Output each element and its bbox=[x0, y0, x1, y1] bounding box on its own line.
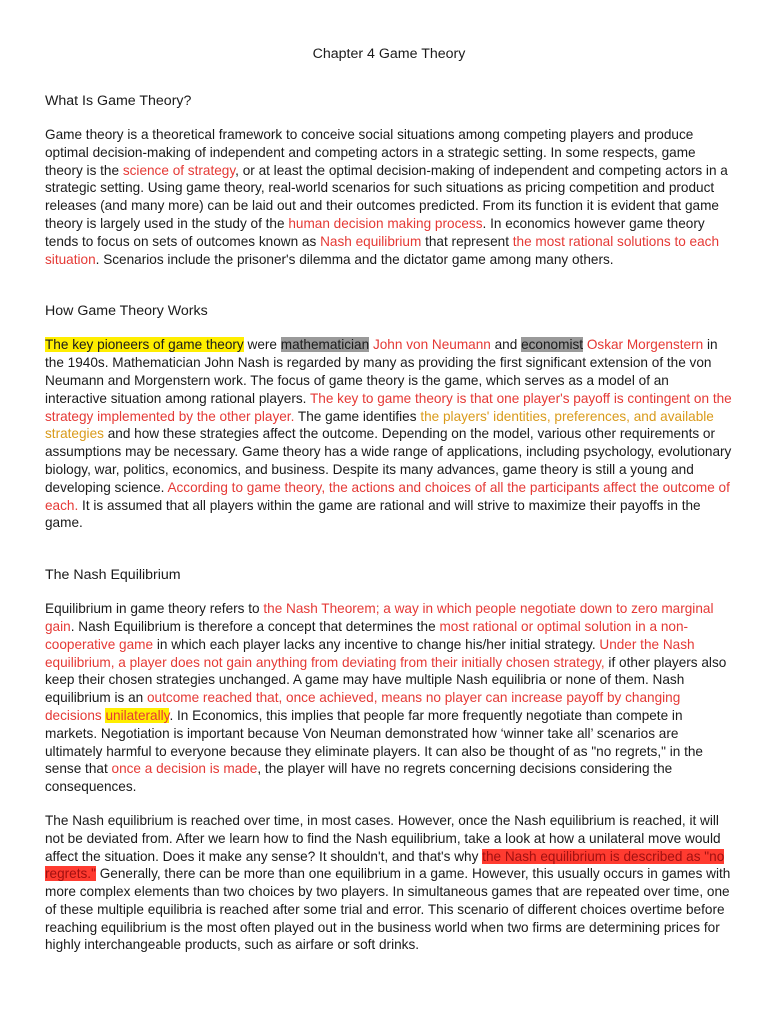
text-run: , the player will have no regrets concerning decisions considering the consequences. bbox=[45, 761, 673, 795]
document-title: Chapter 4 Game Theory bbox=[312, 46, 466, 62]
emphasized-text: once a decision is made bbox=[111, 761, 258, 777]
paragraph-gap bbox=[45, 796, 733, 812]
paragraph bbox=[45, 336, 733, 532]
emphasized-text: The key pioneers of game theory bbox=[45, 337, 244, 353]
text-run: . Scenarios include the prisoner's dilemma and the dictator game among many others. bbox=[95, 251, 614, 267]
paragraph bbox=[45, 812, 733, 954]
text-run: , or at least the optimal decision-making of independent and competing actors in a strategic setting. Using game theory, real-world scenarios for such situations as pricing competition and product releases (and many more) can be laid out and their outcomes predicted. From its function it is evident that game theory is largely used in the study of the bbox=[45, 162, 728, 231]
emphasized-text: Nash equilibrium bbox=[320, 233, 422, 249]
text-run: . In economics however game theory tends to focus on sets of outcomes known as bbox=[45, 215, 705, 249]
paragraph bbox=[45, 126, 733, 268]
text-run: Equilibrium in game theory refers to bbox=[45, 601, 264, 617]
emphasized-text: the Nash Theorem; a way in which people negotiate down to zero marginal gain bbox=[45, 601, 714, 634]
emphasized-text: Under the Nash equilibrium, a player does not gain anything from deviating from their initially chosen strategy, bbox=[45, 636, 695, 670]
section-heading: The Nash Equilibrium bbox=[45, 567, 181, 584]
emphasized-text: outcome reached that, once achieved, means no player can increase payoff by changing decisions bbox=[45, 690, 681, 723]
text-run: were bbox=[243, 337, 281, 353]
emphasized-text: the players' identities, preferences, and available strategies bbox=[45, 408, 714, 442]
text-run: and bbox=[490, 337, 522, 353]
section-heading: What Is Game Theory? bbox=[45, 93, 192, 109]
emphasized-text: The key to game theory is that one player's payoff is contingent on the strategy implemented by the other player. bbox=[45, 390, 732, 424]
emphasized-text: the most rational solutions to each situation bbox=[45, 233, 720, 267]
text-run: in the 1940s. Mathematician John Nash is regarded by many as providing the first significant extension of the von Neumann and Morgenstern work. The focus of game theory is the game, which serves as a model of an interactive situation among rational players. bbox=[45, 337, 718, 406]
text-run: if other players also keep their chosen strategies unchanged. A game may have multiple Nash equilibria or none of them. Nash equilibrium is an bbox=[45, 654, 727, 706]
section-gap bbox=[45, 532, 733, 566]
emphasized-text: John von Neumann bbox=[372, 337, 491, 353]
emphasized-text: mathematician bbox=[280, 337, 370, 353]
emphasized-text: unilaterally bbox=[105, 707, 170, 723]
text-run: The Nash equilibrium is reached over time, in most cases. However, once the Nash equilibrium is reached, it will not be deviated from. After we learn how to find the Nash equilibrium, take a look at how a unilateral move would affect the situation. Does it make any sense? It shouldn't, and that's why bbox=[45, 812, 721, 864]
text-run: in which each player lacks any incentive to change his/her initial strategy. bbox=[153, 636, 600, 652]
section-gap bbox=[45, 268, 733, 302]
section-heading: How Game Theory Works bbox=[45, 303, 208, 320]
emphasized-text: Oskar Morgenstern bbox=[586, 337, 704, 353]
text-run: and how these strategies affect the outcome. Depending on the model, various other requirements or assumptions may be necessary. Game theory has a wide range of applications, including psychology, evolutionary biology, war, politics, economics, and business. Despite its many advances, game theory is still a young and developing science. bbox=[45, 426, 732, 495]
emphasized-text: the Nash equilibrium is described as "no regrets." bbox=[45, 848, 725, 882]
document-body bbox=[45, 92, 733, 954]
emphasized-text: human decision making process bbox=[288, 215, 483, 231]
text-run: that represent bbox=[421, 233, 513, 249]
emphasized-text: economist bbox=[521, 337, 584, 353]
text-run: Game theory is a theoretical framework to conceive social situations among competing players and produce optimal decision-making of independent and competing actors in a strategic setting. In some respects, game theory is the bbox=[45, 127, 696, 178]
text-run: The game identifies bbox=[294, 408, 421, 424]
text-run: Generally, there can be more than one equilibrium in a game. However, this usually occurs in games with more complex elements than two choices by two players. In simultaneous games that are repeated over time, one of these multiple equilibria is reached after some trial and error. This scenario of different choices overtime before reaching equilibrium is the most often played out in the business world when two firms are determining prices for highly interchangeable products, such as airfare or soft drinks. bbox=[45, 866, 731, 953]
text-run: . In Economics, this implies that people far more frequently negotiate than compete in markets. Negotiation is important because Von Neuman demonstrated how ‘winner take all’ scenarios are ultimately harmful to everyone because they eliminate players. It can also be thought of as "no regrets," in the sense that bbox=[45, 707, 703, 777]
emphasized-text: According to game theory, the actions and choices of all the participants affect the outcome of each. bbox=[45, 479, 730, 513]
emphasized-text: most rational or optimal solution in a non-cooperative game bbox=[45, 618, 689, 652]
text-run: It is assumed that all players within the game are rational and will strive to maximize their payoffs in the game. bbox=[45, 497, 701, 531]
text-run: . Nash Equilibrium is therefore a concept that determines the bbox=[70, 618, 440, 634]
emphasized-text: science of strategy bbox=[122, 162, 236, 178]
paragraph bbox=[45, 600, 733, 796]
